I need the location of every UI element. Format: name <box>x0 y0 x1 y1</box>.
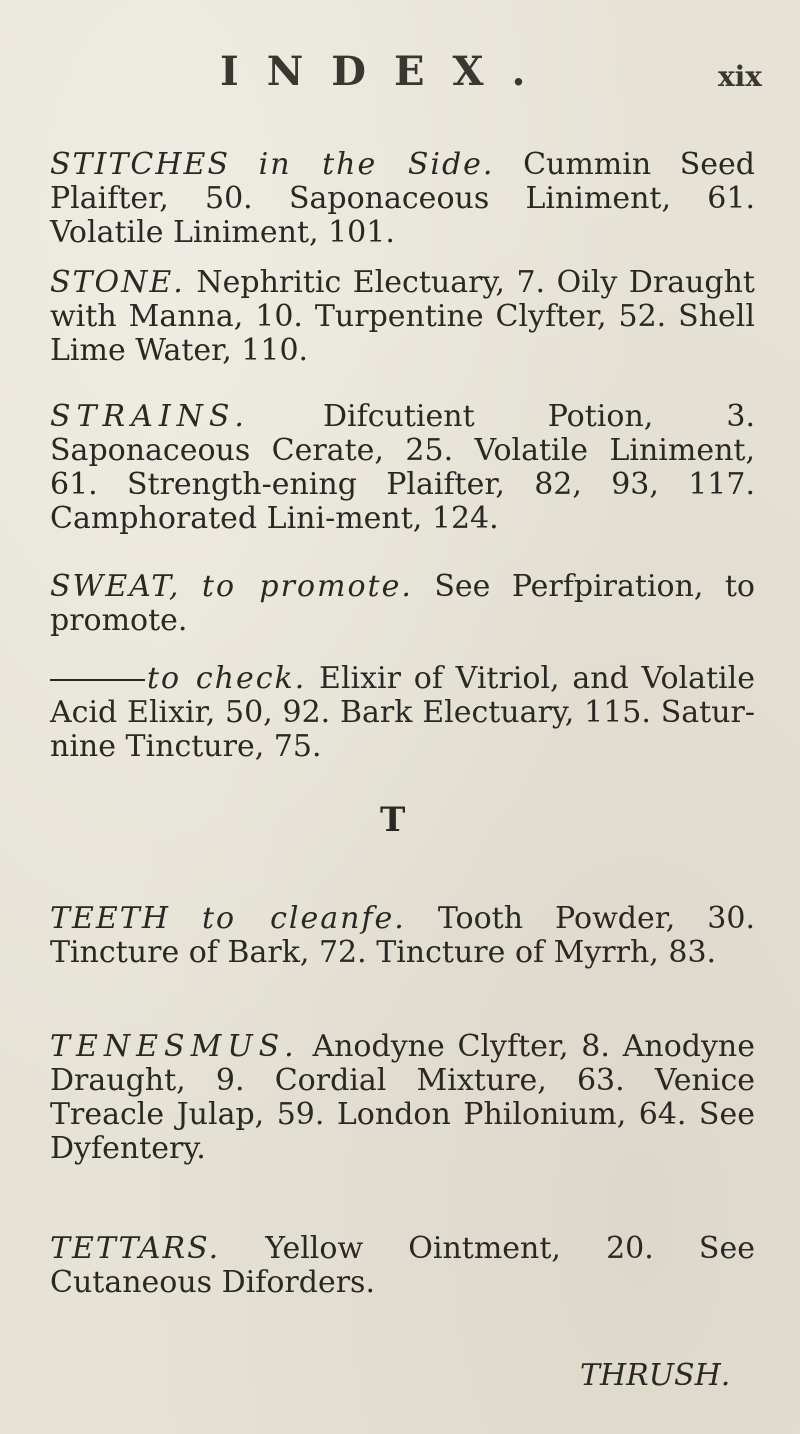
index-entry-strains <box>50 400 755 536</box>
entry-text: See Perfpiration, to promote. <box>50 569 755 638</box>
ditto-dash <box>50 679 145 681</box>
entry-qualifier: to cleanfe. <box>201 901 406 936</box>
index-entry-tenesmus <box>50 1030 755 1166</box>
entry-text: Difcutient Potion, 3. Saponaceous Cerate, 25. Volatile Liniment, 61. Strength-ening Plaifter, 82, 93, 117. Camphorated Lini-ment, 124. <box>50 399 755 536</box>
entry-keyword: TEETH <box>50 901 170 936</box>
entry-text: Yellow Ointment, 20. See Cutaneous Diforders. <box>50 1231 755 1300</box>
entry-text: Tooth Powder, 30. Tincture of Bark, 72. Tincture of Myrrh, 83. <box>50 901 755 970</box>
entry-text: Nephritic Electuary, 7. Oily Draught with Manna, 10. Turpentine Clyfter, 52. Shell Lime Water, 110. <box>50 265 755 368</box>
index-entry-teeth <box>50 902 755 970</box>
catchword: THRUSH. <box>580 1358 731 1393</box>
entry-qualifier: in the Side. <box>258 147 495 182</box>
index-entry-tettars <box>50 1232 755 1300</box>
index-entry-stone <box>50 266 755 368</box>
entry-keyword: STONE. <box>50 265 185 300</box>
entry-keyword: STRAINS. <box>50 399 250 434</box>
entry-text: Cummin Seed Plaifter, 50. Saponaceous Liniment, 61. Volatile Liniment, 101. <box>50 147 755 250</box>
entry-qualifier: to promote. <box>201 569 413 604</box>
entry-keyword: TETTARS. <box>50 1231 221 1266</box>
running-title: INDEX. <box>220 48 554 95</box>
entry-keyword: SWEAT, <box>50 569 181 604</box>
entry-text: Anodyne Clyfter, 8. Anodyne Draught, 9. Cordial Mixture, 63. Venice Treacle Julap, 59. London Philonium, 64. See Dyfentery. <box>50 1029 755 1166</box>
page-number: xix <box>717 60 762 93</box>
entry-text: Elixir of Vitriol, and Volatile Acid Elixir, 50, 92. Bark Electuary, 115. Satur-nine Tincture, 75. <box>50 661 755 764</box>
index-entry-sweat-promote <box>50 570 755 638</box>
entry-keyword: STITCHES <box>50 147 230 182</box>
entry-keyword: TENESMUS. <box>50 1029 300 1064</box>
section-letter: T <box>380 800 406 840</box>
entry-keyword: to check. <box>147 661 307 696</box>
index-entry-sweat-check <box>50 662 755 764</box>
index-entry-stitches <box>50 148 755 250</box>
